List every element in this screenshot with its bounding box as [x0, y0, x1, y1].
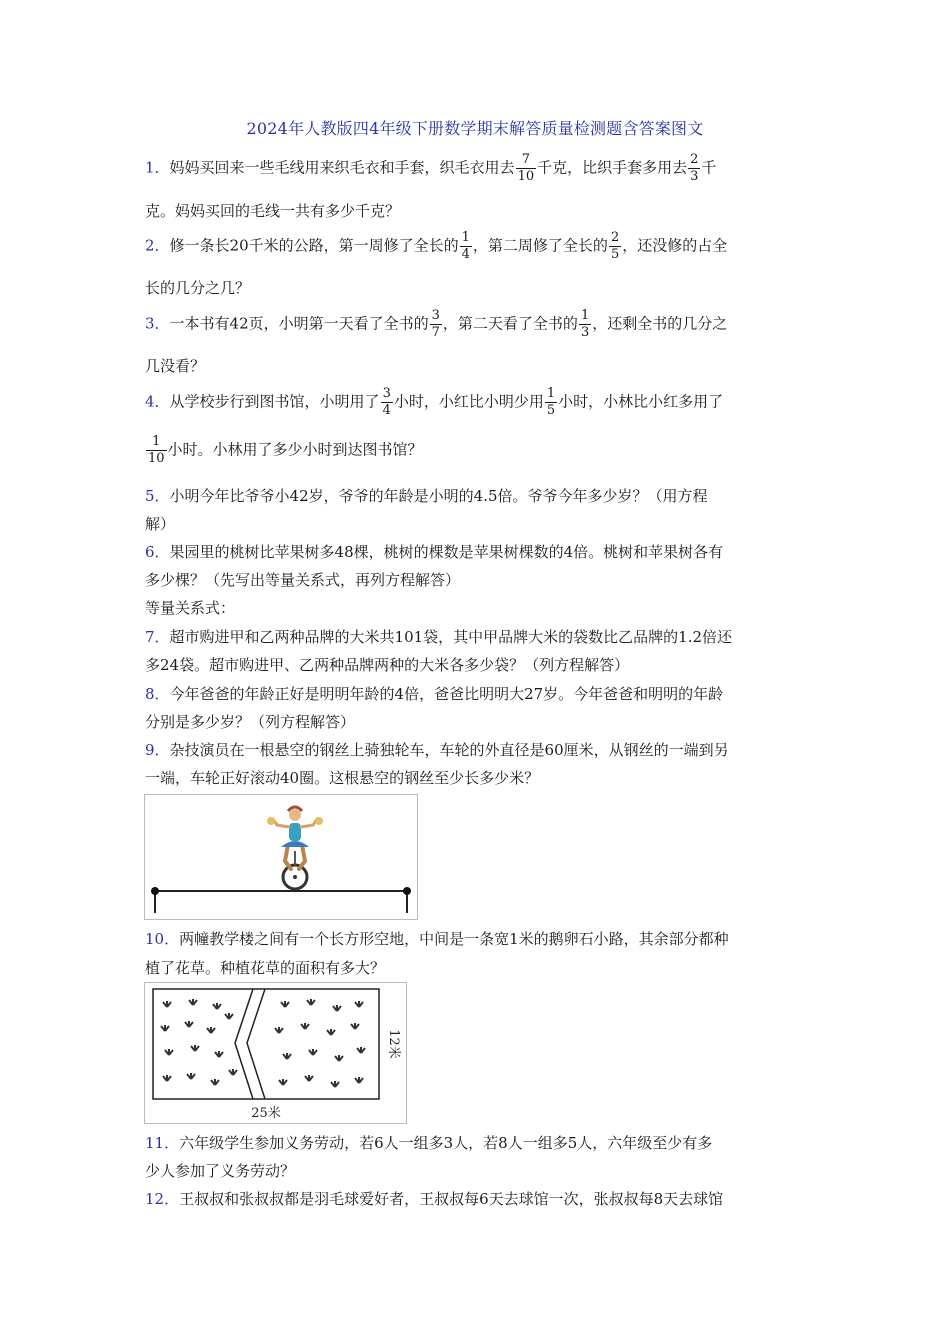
- fraction: $\frac{3}{4}$: [382, 386, 391, 418]
- wire-end-left: [151, 887, 159, 895]
- performer-body: [289, 823, 301, 841]
- plant-icon: [357, 1047, 365, 1053]
- question-2-line-1: 2．修一条长20千米的公路，第一周修了全长的 $\frac{1}{4}$ ，第二周修了全长的 $\frac{2}{5}$ ，还没修的占全: [145, 230, 728, 262]
- question-7-line-2: 多24袋。超市购进甲、乙两种品牌两种的大米各多少袋？（列方程解答）: [145, 656, 630, 674]
- question-number: 10．: [145, 930, 180, 948]
- plant-icon: [187, 1073, 195, 1079]
- garden-rectangle: [153, 989, 379, 1099]
- plant-icon: [327, 1029, 335, 1035]
- flower-plants: [161, 999, 365, 1087]
- question-8-line-2: 分别是多少岁？（列方程解答）: [145, 713, 356, 731]
- question-1-line-1: 1．妈妈买回来一些毛线用来织毛衣和手套，织毛衣用去 $\frac{7}{10}$ 千克，比织手套多用去 $\frac{2}{3}$ 千: [145, 152, 717, 184]
- plant-icon: [351, 1023, 359, 1029]
- question-5-line-1: 5．小明今年比爷爷小42岁，爷爷的年龄是小明的4.5倍。爷爷今年多少岁？（用方程: [145, 487, 708, 505]
- question-1-line-2: 克。妈妈买回的毛线一共有多少千克？: [145, 202, 401, 220]
- fraction: $\frac{1}{4}$: [461, 230, 470, 262]
- question-number: 12．: [145, 1190, 180, 1208]
- unicycle-figure: [144, 794, 418, 920]
- path-edge-right: [247, 989, 265, 1099]
- fraction: $\frac{1}{10}$: [148, 434, 165, 466]
- plant-icon: [185, 1021, 193, 1027]
- fraction: $\frac{2}{3}$: [690, 152, 699, 184]
- page-title: 2024年人教版四4年级下册数学期末解答质量检测题含答案图文: [246, 119, 704, 138]
- fraction: $\frac{1}{5}$: [546, 386, 556, 418]
- plant-icon: [355, 1077, 363, 1083]
- plant-icon: [191, 1045, 199, 1051]
- plant-icon: [163, 1075, 171, 1081]
- question-9-line-1: 9．杂技演员在一根悬空的钢丝上骑独轮车，车轮的外直径是60厘米，从钢丝的一端到另: [145, 741, 729, 759]
- fraction: $\frac{1}{3}$: [580, 308, 590, 340]
- wire-end-right: [403, 887, 411, 895]
- question-number: 3．: [145, 314, 170, 333]
- garden-diagram: [145, 983, 406, 1123]
- plant-icon: [215, 1051, 223, 1057]
- plant-icon: [307, 999, 315, 1005]
- question-6-line-3: 等量关系式：: [145, 599, 236, 617]
- question-number: 6．: [145, 543, 170, 561]
- question-12-line-1: 12．王叔叔和张叔叔都是羽毛球爱好者，王叔叔每6天去球馆一次，张叔叔每8天去球馆: [145, 1190, 724, 1208]
- question-7-line-1: 7．超市购进甲和乙两种品牌的大米共101袋，其中甲品牌大米的袋数比乙品牌的1.2倍还: [145, 628, 733, 646]
- question-number: 2．: [145, 236, 170, 255]
- plant-icon: [165, 1049, 173, 1055]
- plant-icon: [279, 1079, 287, 1085]
- performer-skirt: [281, 841, 309, 847]
- fraction: $\frac{2}{5}$: [610, 230, 620, 262]
- garden-figure: [144, 982, 407, 1124]
- question-10-line-2: 植了花草。种植花草的面积有多大？: [145, 959, 386, 977]
- plant-icon: [275, 1027, 283, 1033]
- question-3-line-1: 3．一本书有42页，小明第一天看了全书的 $\frac{3}{7}$ ，第二天看了全书的 $\frac{1}{3}$ ，还剩全书的几分之: [145, 308, 728, 340]
- question-number: 5．: [145, 487, 170, 505]
- question-2-line-2: 长的几分之几？: [145, 279, 251, 297]
- plant-icon: [333, 1005, 341, 1011]
- plant-icon: [283, 1053, 291, 1059]
- garden-height-label: 12米: [386, 1029, 401, 1059]
- question-6-line-2: 多少棵？（先写出等量关系式，再列方程解答）: [145, 571, 461, 589]
- plant-icon: [211, 1079, 219, 1085]
- plant-icon: [229, 1069, 237, 1075]
- question-11-line-2: 少人参加了义务劳动？: [145, 1162, 296, 1180]
- question-number: 4．: [145, 392, 170, 411]
- plant-icon: [207, 1027, 215, 1033]
- question-number: 9．: [145, 741, 170, 759]
- plant-icon: [281, 1001, 289, 1007]
- question-5-line-2: 解）: [145, 515, 176, 533]
- plant-icon: [305, 1075, 313, 1081]
- question-8-line-1: 8．今年爸爸的年龄正好是明明年龄的4倍，爸爸比明明大27岁。今年爸爸和明明的年龄: [145, 685, 724, 703]
- question-10-line-1: 10．两幢教学楼之间有一个长方形空地，中间是一条宽1米的鹅卵石小路，其余部分都种: [145, 930, 729, 948]
- plant-icon: [161, 1025, 169, 1031]
- question-number: 8．: [145, 685, 170, 703]
- plant-icon: [335, 1055, 343, 1061]
- plant-icon: [309, 1049, 317, 1055]
- unicycle-illustration: [145, 795, 417, 919]
- fraction: $\frac{7}{10}$: [517, 152, 535, 184]
- performer-head: [289, 809, 301, 821]
- question-number: 7．: [145, 628, 170, 646]
- plant-icon: [355, 1001, 363, 1007]
- plant-icon: [301, 1023, 309, 1029]
- question-number: 11．: [145, 1134, 180, 1152]
- question-9-line-2: 一端，车轮正好滚动40圈。这根悬空的钢丝至少长多少米？: [145, 769, 540, 787]
- plant-icon: [163, 1001, 171, 1007]
- question-6-line-1: 6．果园里的桃树比苹果树多48棵，桃树的棵数是苹果树棵数的4倍。桃树和苹果树各有: [145, 543, 724, 561]
- plant-icon: [213, 1003, 221, 1009]
- plant-icon: [225, 1013, 233, 1019]
- question-11-line-1: 11．六年级学生参加义务劳动，若6人一组多3人，若8人一组多5人，六年级至少有多: [145, 1134, 713, 1152]
- fraction: $\frac{3}{7}$: [431, 308, 440, 340]
- question-3-line-2: 几没看？: [145, 357, 206, 375]
- plant-icon: [189, 999, 197, 1005]
- question-4-line-2: $\frac{1}{10}$ 小时。小林用了多少小时到达图书馆？: [148, 434, 423, 466]
- plant-icon: [331, 1081, 339, 1087]
- question-number: 1．: [145, 158, 170, 177]
- garden-width-label: 25米: [251, 1106, 281, 1121]
- path-edge-left: [235, 989, 253, 1099]
- question-4-line-1: 4．从学校步行到图书馆，小明用了 $\frac{3}{4}$ 小时，小红比小明少用 $\frac{1}{5}$ 小时，小林比小红多用了: [145, 386, 724, 418]
